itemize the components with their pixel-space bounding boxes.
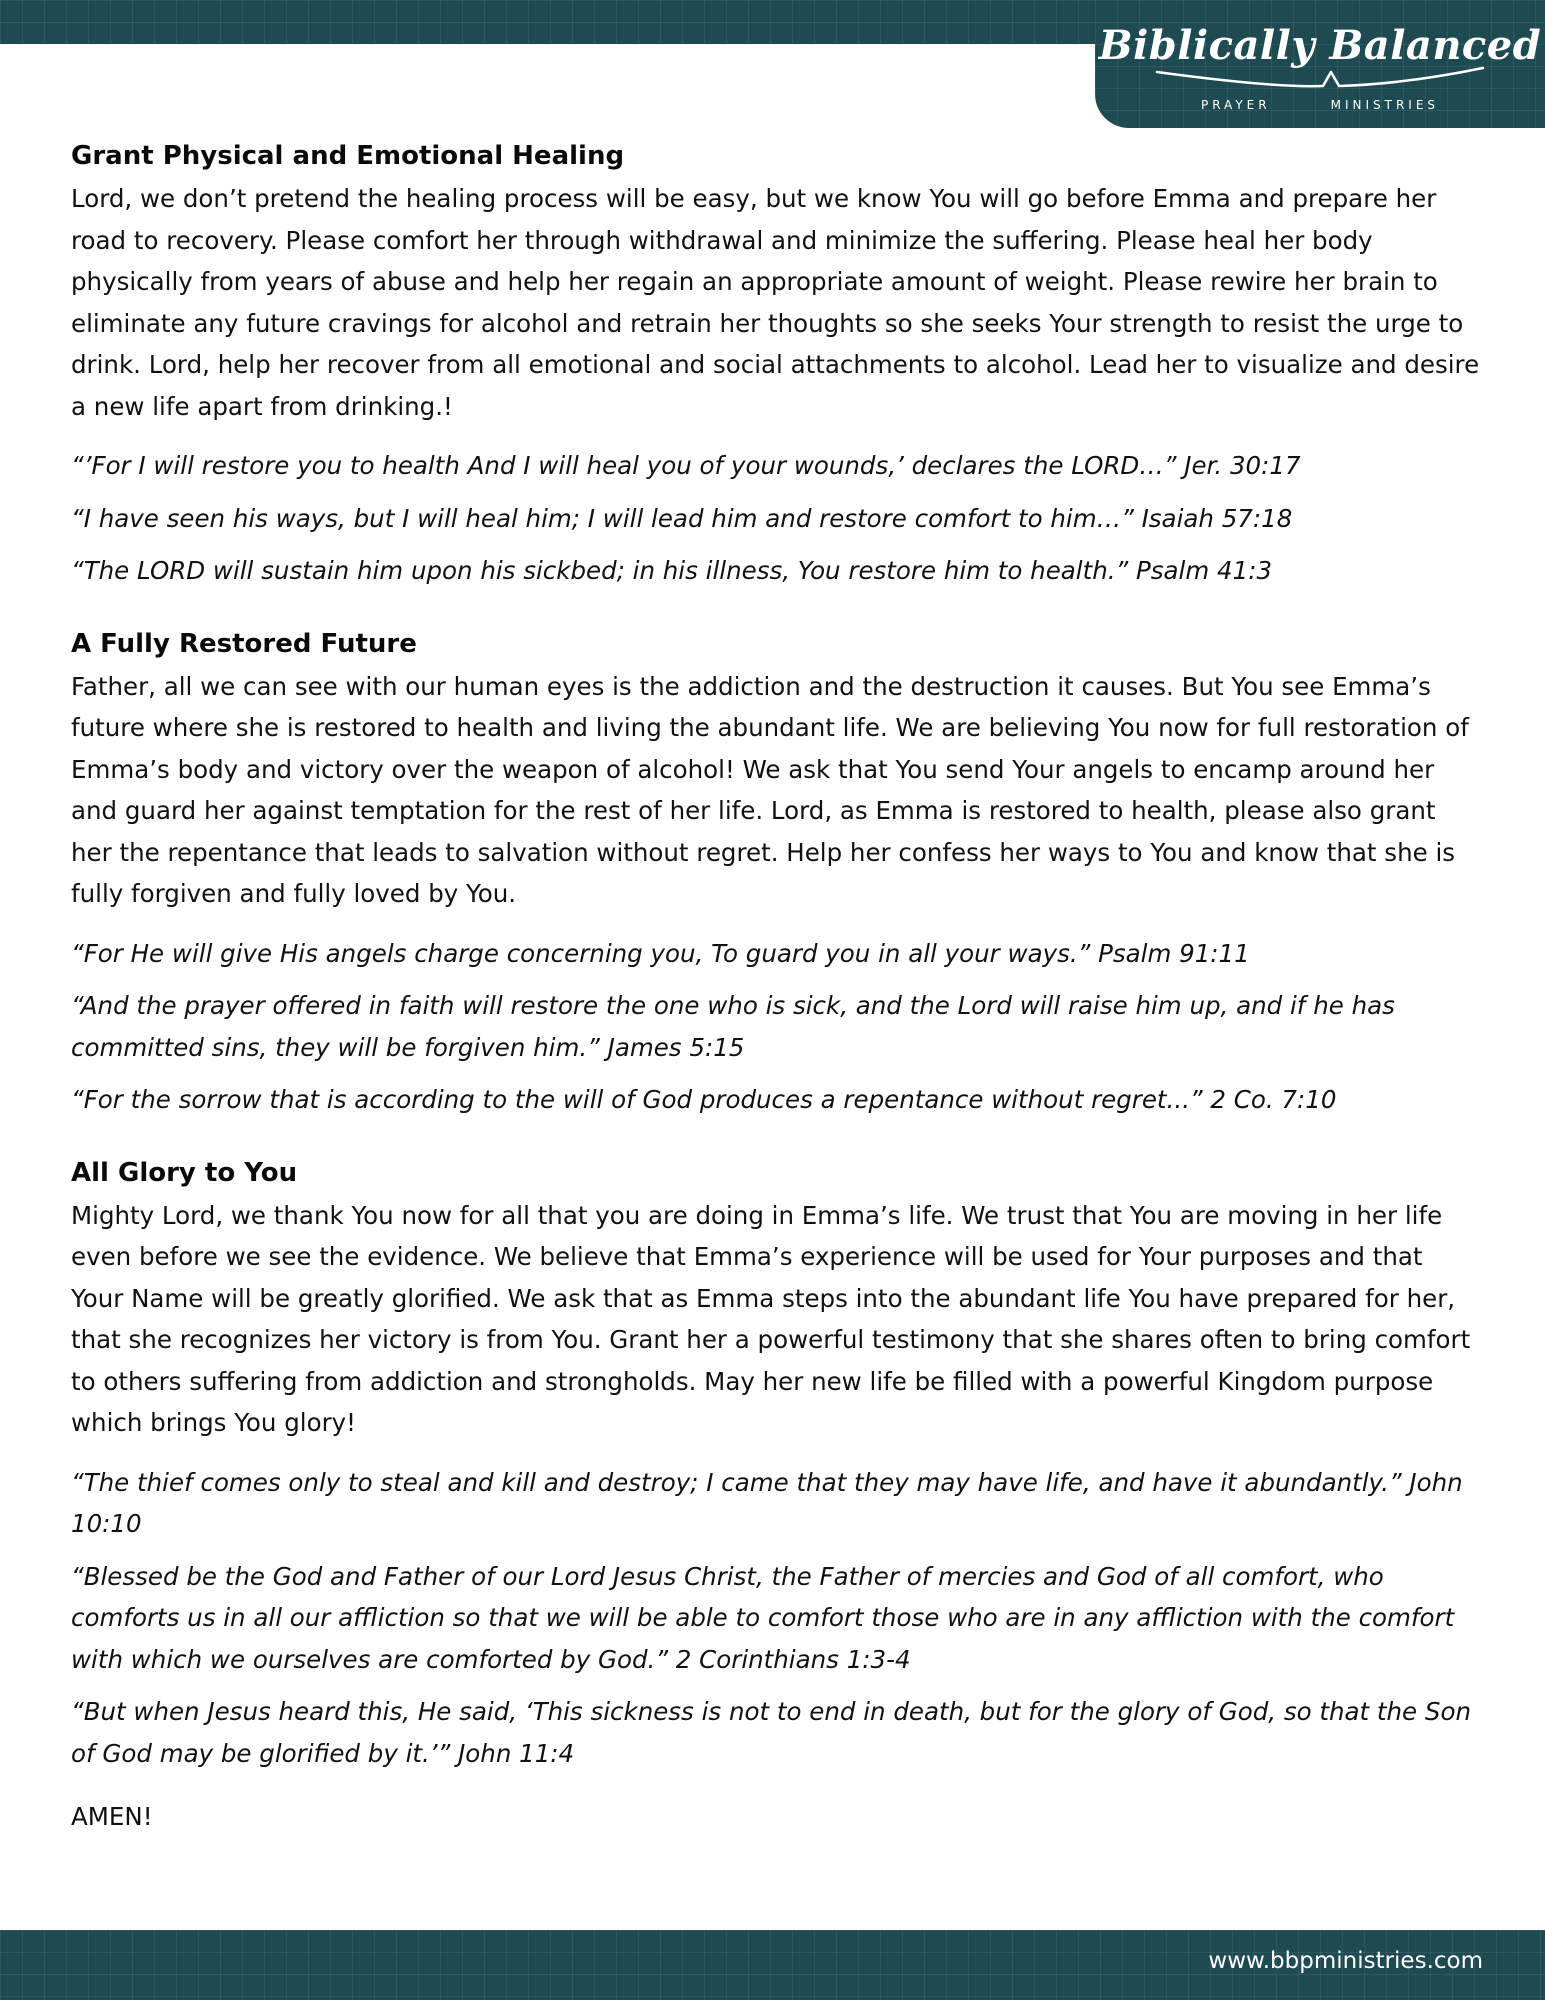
document-body	[71, 138, 1481, 1872]
logo-subtitle	[1095, 98, 1545, 112]
scripture-verse: “For He will give His angels charge concerning you, To guard you in all your ways.” Psalm 91:11	[71, 938, 1250, 968]
scripture-verse: “And the prayer offered in faith will restore the one who is sick, and the Lord will raise him up, and if he has committed sins, they will be forgiven him.” James 5:15	[71, 991, 1395, 1062]
prayer-paragraph: Father, all we can see with our human eyes is the addiction and the destruction it causes. But You see Emma’s future where she is restored to health and living the abundant life. We are believing You now for full restoration of Emma’s body and victory over the weapon of alcohol! We ask that You send Your angels to encamp around her and guard her against temptation for the rest of her life. Lord, as Emma is restored to health, please also grant her the repentance that leads to salvation without regret. Help her confess her ways to You and know that she is fully forgiven and fully loved by You.	[71, 671, 1469, 908]
scripture-verse: “I have seen his ways, but I will heal him; I will lead him and restore comfort to him…” Isaiah 57:18	[71, 503, 1293, 533]
logo-subtitle-right: MINISTRIES	[1330, 98, 1440, 112]
section-heading: All Glory to You	[71, 1157, 298, 1188]
section-healing	[71, 138, 1481, 592]
logo-swoosh-icon	[1155, 66, 1485, 92]
logo-script-text: Biblically Balanced	[1098, 22, 1542, 69]
closing-amen: AMEN!	[71, 1802, 153, 1831]
scripture-verse: “For the sorrow that is according to the will of God produces a repentance without regret...” 2 Co. 7:10	[71, 1085, 1337, 1114]
scripture-verse: “The thief comes only to steal and kill and destroy; I came that they may have life, and have it abundantly.” John 10:10	[71, 1467, 1463, 1538]
website-link[interactable]: www.bbpministries.com	[1208, 1948, 1483, 1974]
section-restored-future	[71, 626, 1481, 1121]
prayer-paragraph: Mighty Lord, we thank You now for all that you are doing in Emma’s life. We trust that You are moving in her life even before we see the evidence. We believe that Emma’s experience will be used for Your purposes and that Your Name will be greatly glorified. We ask that as Emma steps into the abundant life You have prepared for her, that she recognizes her victory is from You. Grant her a powerful testimony that she shares often to bring comfort to others suffering from addiction and strongholds. May her new life be filled with a powerful Kingdom purpose which brings You glory!	[71, 1200, 1471, 1437]
section-heading: Grant Physical and Emotional Healing	[71, 141, 625, 171]
prayer-paragraph: Lord, we don’t pretend the healing process will be easy, but we know You will go before Emma and prepare her road to recovery. Please comfort her through withdrawal and minimize the suffering. Please heal her body physically from years of abuse and help her regain an appropriate amount of weight. Please rewire her brain to eliminate any future cravings for alcohol and retrain her thoughts so she seeks Your strength to resist the urge to drink. Lord, help her recover from all emotional and social attachments to alcohol. Lead her to visualize and desire a new life apart from drinking.!	[71, 184, 1480, 421]
scripture-verse: “Blessed be the God and Father of our Lord Jesus Christ, the Father of mercies and God of all comfort, who comforts us in all our affliction so that we will be able to comfort those who are in any affliction with the comfort with which we ourselves are comforted by God.” 2 Corinthians 1:3-4	[71, 1561, 1455, 1674]
logo	[1095, 0, 1545, 128]
logo-subtitle-left: PRAYER	[1200, 98, 1271, 112]
scripture-verse: “But when Jesus heard this, He said, ‘This sickness is not to end in death, but for the glory of God, so that the Son of God may be glorified by it.’” John 11:4	[71, 1697, 1471, 1768]
scripture-verse: “The LORD will sustain him upon his sickbed; in his illness, You restore him to health.” Psalm 41:3	[71, 556, 1273, 585]
scripture-verse: “’For I will restore you to health And I will heal you of your wounds,’ declares the LORD…” Jer. 30:17	[71, 451, 1301, 480]
section-all-glory	[71, 1155, 1481, 1838]
section-heading: A Fully Restored Future	[71, 628, 417, 659]
footer-bar	[0, 1930, 1545, 2000]
